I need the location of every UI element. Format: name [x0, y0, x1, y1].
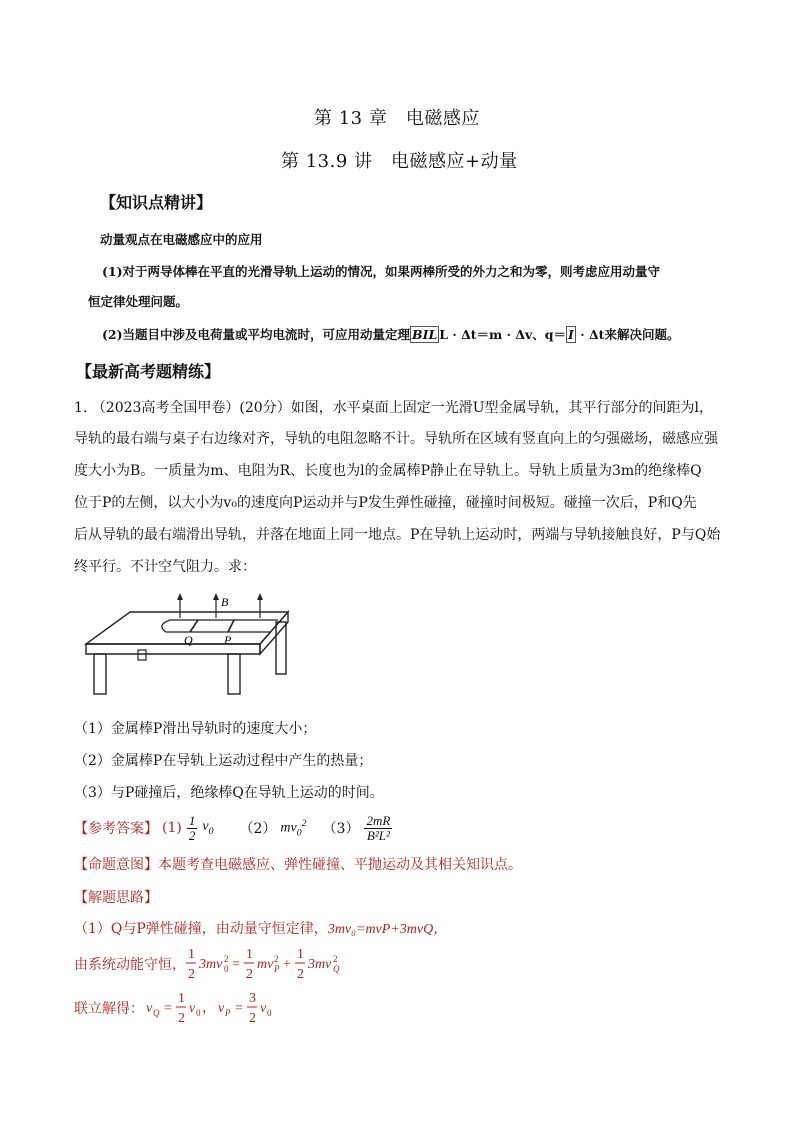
- svg-text:2: 2: [178, 1011, 185, 1026]
- svg-text:mv: mv: [257, 957, 274, 972]
- problem-line-1: 1. （2023高考全国甲卷）(20分）如图，水平桌面上固定一光滑U型金属导轨，其平行部分的间距为l，: [74, 400, 713, 416]
- svg-text:2: 2: [274, 954, 279, 964]
- lecture-title: 第 13.9 讲 电磁感应+动量: [281, 151, 518, 172]
- svg-text:P: P: [225, 1008, 231, 1018]
- answer-3-prefix: （3）: [322, 821, 360, 837]
- intent-label: 【命题意图】: [74, 857, 158, 873]
- answer-1-prefix: (1): [162, 820, 182, 836]
- question-1: （1）金属棒P滑出导轨时的速度大小；: [74, 721, 317, 737]
- exam-heading: 【最新高考题精练】: [76, 362, 221, 381]
- momentum-equation: 3mv₀=mvP+3mvQ，: [327, 922, 448, 937]
- answer-line: [74, 808, 393, 848]
- knowledge-point2-prefix: (2)当题目中涉及电荷量或平均电流时，可应用动量定理: [102, 327, 411, 342]
- table-rail-figure: [78, 592, 298, 704]
- svg-text:Q: Q: [333, 964, 340, 974]
- problem-line-3: 度大小为B。一质量为m、电阻为R、长度也为l的金属棒P静止在导轨上。导轨上质量为3m的绝缘棒Q: [74, 463, 702, 479]
- answer-1-fraction: $\frac{1}{2}$: [188, 812, 196, 843]
- solution-line-3: 联立解得： v Q = 1 2 v 0 ， v P = 3 2 v 0: [74, 988, 294, 1028]
- svg-text:v: v: [189, 1001, 196, 1016]
- svg-text:2: 2: [188, 967, 195, 982]
- svg-text:=: =: [232, 957, 240, 972]
- svg-text:3mv: 3mv: [308, 957, 332, 972]
- svg-text:Q: Q: [153, 1008, 160, 1018]
- svg-text:v: v: [260, 1001, 267, 1016]
- problem-line-5: 后从导轨的最右端滑出导轨，并落在地面上同一地点。P在导轨上运动时，两端与导轨接触良好，P与Q始: [74, 527, 721, 543]
- formula-I: I: [568, 327, 574, 342]
- svg-text:2: 2: [333, 954, 338, 964]
- svg-text:=: =: [164, 1001, 172, 1016]
- svg-text:0: 0: [196, 1008, 201, 1018]
- knowledge-heading: 【知识点精讲】: [100, 193, 213, 212]
- answer-1-var: $v_0$: [202, 819, 214, 837]
- question-3: （3）与P碰撞后，绝缘棒Q在导轨上运动的时间。: [74, 785, 384, 801]
- svg-text:2: 2: [249, 1011, 256, 1026]
- svg-text:1: 1: [297, 947, 304, 962]
- svg-text:0: 0: [267, 1008, 272, 1018]
- knowledge-point2-suffix: 来解决问题。: [604, 327, 680, 342]
- svg-text:+: +: [283, 957, 291, 972]
- velocity-results: [144, 988, 294, 1028]
- question-2: （2）金属棒P在导轨上运动过程中产生的热量；: [74, 753, 373, 769]
- answer-3-fraction: $\frac{2mR}{\text{B²L²}}$: [366, 812, 391, 843]
- formula-part-d: · Δt: [575, 327, 605, 342]
- knowledge-subheading: 动量观点在电磁感应中的应用: [100, 232, 263, 247]
- answer-2-expr: $mv_0^2$: [280, 817, 307, 839]
- svg-text:3: 3: [249, 991, 256, 1006]
- svg-text:1: 1: [188, 947, 195, 962]
- formula-part-b: L · Δt＝m · Δv、q＝: [439, 327, 567, 342]
- svg-text:v: v: [218, 1001, 225, 1016]
- problem-line-6: 终平行。不计空气阻力。求：: [74, 559, 256, 575]
- svg-text:2: 2: [224, 954, 229, 964]
- solution-label: 【解题思路】: [74, 890, 158, 906]
- figure-label-Q: Q: [184, 633, 193, 647]
- svg-text:1: 1: [246, 947, 253, 962]
- answer-label: 【参考答案】: [74, 821, 158, 837]
- svg-text:0: 0: [224, 964, 229, 974]
- answer-2-prefix: （2）: [239, 821, 277, 837]
- chapter-title: 第 13 章 电磁感应: [314, 108, 480, 129]
- svg-text:2: 2: [297, 967, 304, 982]
- svg-text:3mv: 3mv: [199, 957, 223, 972]
- solution-line-2: 由系统动能守恒， 1 2 3mv 0 2 = 1 2 mv P 2 + 1 2 3mv Q 2: [74, 944, 376, 984]
- knowledge-point1-line1: (1)对于两导体棒在平直的光滑导轨上运动的情况，如果两棒所受的外力之和为零，则考虑应用动量守: [102, 264, 661, 279]
- svg-text:2: 2: [246, 967, 253, 982]
- problem-line-2: 导轨的最右端与桌子右边缘对齐，导轨的电阻忽略不计。导轨所在区域有竖直向上的匀强磁场，磁感应强: [74, 431, 718, 447]
- knowledge-point2: [102, 325, 679, 343]
- svg-text:1: 1: [178, 991, 185, 1006]
- intent-line: [74, 854, 522, 874]
- intent-text: 本题考查电磁感应、弹性碰撞、平抛运动及其相关知识点。: [158, 857, 522, 873]
- problem-line-4: 位于P的左侧，以大小为v₀的速度向P运动并与P发生弹性碰撞，碰撞时间极短。碰撞一次后，P和Q先: [74, 495, 697, 511]
- svg-text:v: v: [146, 1001, 153, 1016]
- kinetic-energy-equation: [186, 944, 376, 984]
- svg-text:P: P: [274, 964, 280, 974]
- solution-line-1: （1）Q与P弹性碰撞，由动量守恒定律，3mv₀=mvP+3mvQ，: [74, 921, 448, 937]
- formula-BIL: BIL: [412, 327, 438, 342]
- svg-text:=: =: [235, 1001, 243, 1016]
- figure-label-P: P: [224, 633, 232, 647]
- knowledge-point1-line2: 恒定律处理问题。: [88, 294, 189, 309]
- figure-label-B: B: [221, 595, 229, 609]
- svg-text:，: ，: [202, 1001, 216, 1016]
